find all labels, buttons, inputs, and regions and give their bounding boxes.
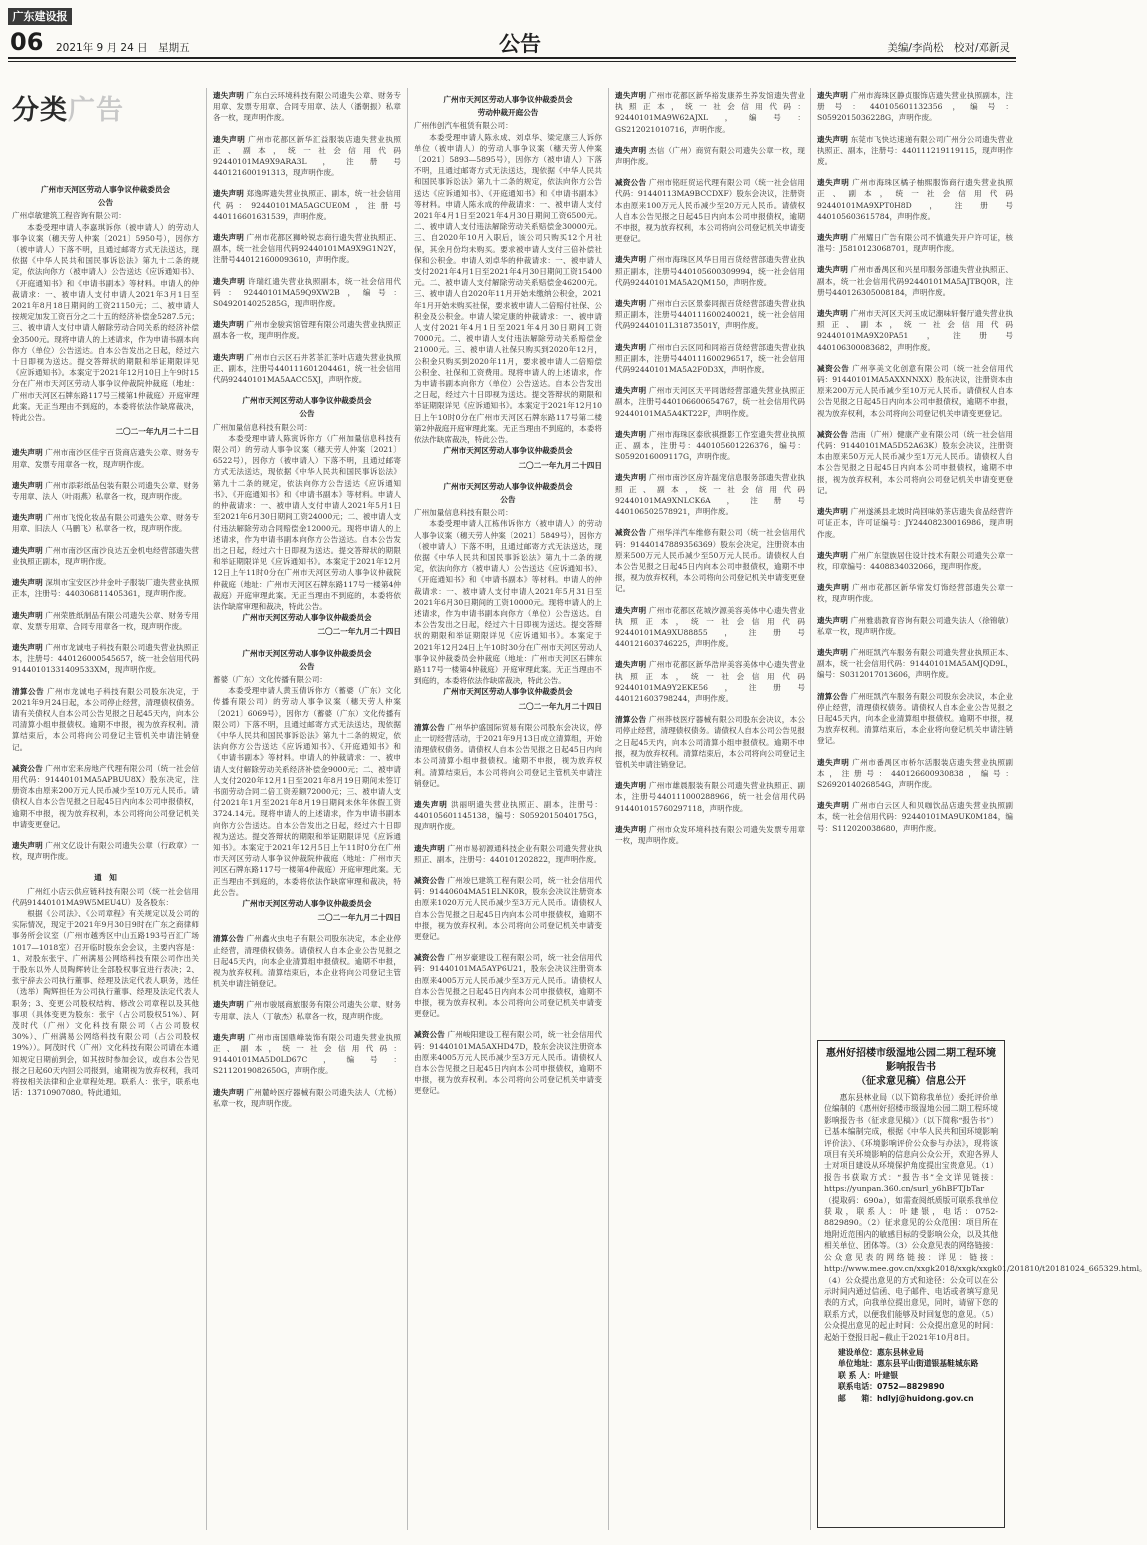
notice-body: 广州广东望族居住设计技术有限公司遗失公章一枚，印章编号：4408834032066，现声明作废。	[817, 550, 1014, 571]
notice-lead: 遗失声明	[12, 642, 43, 652]
notice-item	[817, 177, 1013, 222]
notice-body: 广州竣巳建筑工程有限公司，统一社会信用代码：91440604MA51ELNK0R，股东会决议注册资本由原来1020万元人民币减少至3万元人民币。请债权人自本公告见报之日起45日内向本公司申报债权，逾期不申报，视为放弃权利。本公司将向公司登记机关申请变更登记。	[414, 876, 603, 942]
notice-body: 广州旺凯汽车服务有限公司股东会决议，本企业停止经营，清理债权债务。请债权人自本企业公告见报之日起45天内，向本企业清算组申报债权。逾期不申报，视为放弃权利。清算结束后，本企业将向登记机关申请注销登记。	[817, 691, 1014, 746]
article-addressee: 广州加量信息科技有限公司：	[213, 422, 312, 432]
article-subtitle: 劳动仲裁开庭公告	[477, 108, 539, 118]
header-rule-thin	[8, 61, 1016, 62]
notice-item	[615, 342, 805, 376]
notice-body: 广州市龙诚电子科技有限公司股东决定，于2021年9月24日起，本公司停止经营，清理债权债务。请有关债权人自本公司公告见报之日起45天内，向本公司清算小组申报债权。逾期不申报，视为放弃权利。清算结束后，本公司将向公司登记主管机关申请注销登记。	[12, 686, 200, 752]
notice-body: 广州遂溪县北坡时尚回味奶茶店遗失食品经营许可证正本，许可证编号：JY24408230016986，现声明作废。	[817, 507, 1014, 539]
masthead	[0, 0, 1024, 64]
notice-lead: 遗失声明	[817, 91, 848, 100]
article-title: 广州市天河区劳动人事争议仲裁委员会	[443, 95, 573, 104]
notice-body: 广州市添彩纸品包装有限公司遗失公章、财务专用章、法人（叶雨燕）私章各一枚，现声明作废。	[12, 480, 199, 502]
notice-lead: 遗失声明	[414, 799, 448, 809]
notice-body: 深圳市宝安区沙井金叶子服装厂遗失营业执照正本，注册号：440306811405361，现声明作废。	[12, 578, 199, 599]
eia-notice-box	[817, 1040, 1147, 1528]
notice-item	[213, 933, 401, 989]
notice-item	[213, 90, 401, 124]
eia-contact-email: 邮 箱：hdlyj@huidong.gov.cn	[838, 1393, 974, 1403]
notice-body: 广州市天河区天河玉成记潮味轩餐厅遗失营业执照正、副本，统一社会信用代码92440101MA9X20PA51，注册号440106300083682，声明作废。	[817, 309, 1014, 352]
eia-contact-person: 联 系 人：叶建银	[838, 1370, 899, 1380]
notice-item	[615, 90, 805, 135]
notice-lead: 遗失声明	[817, 801, 850, 811]
notice-lead: 遗失声明	[817, 757, 850, 767]
notice-item	[213, 352, 401, 386]
notice-body: 广州荣胜纸制品有限公司遗失公章、财务专用章、发票专用章、合同专用章各一枚，现声明作废。	[12, 610, 199, 631]
notice-body: 广州市海珠区风华日用百货经营部遗失营业执照正副本，注册号440105600309994，统一社会信用代码92440101MA5A2QM150，声明作废。	[615, 255, 805, 287]
page-number: 06	[10, 28, 44, 56]
notice-item	[817, 506, 1013, 540]
notice-body: 广州市白云区同和同裕百货经营部遗失营业执照正副本，注册号440111600296517，统一社会信用代码92440101MA5A2F0D3X，声明作废。	[615, 342, 805, 375]
notice-body: 广州市南沙区南沙良达五金机电经营部遗失营业执照正副本，现声明作废。	[12, 545, 199, 566]
article-subtitle: 公告	[97, 198, 114, 208]
banner-light-text: 广告	[68, 95, 124, 126]
notice-title: 通 知	[94, 873, 117, 883]
article-org: 广州市天河区劳动人事争议仲裁委员会	[443, 446, 573, 456]
notice-lead: 遗失声明	[817, 233, 848, 243]
notice-item	[817, 363, 1013, 419]
notice-body: 广州市南国鼎峰装饰有限公司遗失营业执照正、副本，统一社会信用代码：91440101MA5D0LD67C，编号：S2112019082650G，声明作废。	[213, 1032, 401, 1076]
notice-lead: 减资公告	[615, 528, 647, 538]
notice-body: 广州市花都区新华常发灯饰经营部遗失公章一枚，现声明作废。	[817, 583, 1013, 604]
notice-lead: 遗失声明	[12, 480, 43, 490]
section-title: 公告	[499, 32, 541, 56]
notice-item	[213, 319, 401, 341]
notice-item	[414, 1029, 602, 1096]
article-date: 二〇二一年九月二十四日	[317, 627, 401, 637]
notice-lead: 遗失声明	[213, 1032, 246, 1042]
column-divider	[608, 88, 609, 1530]
notice-item	[817, 582, 1013, 604]
notice-lead: 遗失声明	[817, 550, 848, 560]
notice-lead: 遗失声明	[615, 660, 647, 670]
notice-item	[12, 840, 199, 862]
notice-lead: 遗失声明	[213, 1087, 244, 1097]
notice-body: 广州市花都区新华汇益服装店遗失营业执照正、副本，统一社会信用代码92440101MA9X9ARA3L，注册号440121600191313，现声明作废。	[213, 134, 401, 178]
notice-body: 广州市众发环境科技有限公司遗失发票专用章一枚，现声明作废。	[615, 824, 805, 845]
column-2	[213, 90, 401, 1530]
notice-body: 广州市番禺区和兴星印服务部遗失营业执照正、副本，统一社会信用代码92440101MA5AJTBQ0R，注册号440126305008184，声明作废。	[817, 265, 1014, 297]
notice-item	[414, 799, 602, 833]
newspaper-brand: 广东建设报	[8, 8, 72, 25]
article-paragraph: 本委受理申请人李嘉琪诉你（被申请人）的劳动人事争议案（穗天劳人仲案〔2021〕5950号），因你方（被申请人）下落不明，且通过邮寄方式无法送达，现依据《中华人民共和国民事诉讼法》第九十二条的规定，依法向你方（被申请人）公告送达《应诉通知书》、《开庭通知书》和《申请书副本》等材料。申请人的仲裁请求：一、被申请人支付申请人2021年3月1日至2021年8月18日期间的工资21150元；二、被申请人按规定加发工资百分之二十五的经济补偿金5287.5元；三、被申请人支付申请人解除劳动合同关系的经济补偿金3500元。现将申请人的上述请求，作为申请书副本向你方（单位）公告送达。自本公告发出之日起，经过六十日即视为送达。提交答辩状的期限和举证期限详见《应诉通知书》。本案定于2021年12月10日上午9时15分在广州市天河区劳动人事争议仲裁院仲裁庭（地址：广州市天河区石牌东路117号三楼第1仲裁庭）开庭审理此案。无正当理由不到庭的，本委将依法作缺席裁决，特此公告。	[12, 222, 199, 423]
notice-body: 杰信（广州）商贸有限公司遗失公章一枚，现声明作废。	[615, 145, 805, 167]
notice-item	[12, 480, 199, 502]
notice-lead: 遗失声明	[12, 448, 43, 458]
notice-lead: 清算公告	[12, 686, 45, 696]
notice-body: 广州市花都区狮岭锐志商行遗失营业执照正、副本，统一社会信用代码92440101MA9X9G1N2Y，注册号440121600093610，声明作废。	[213, 233, 402, 265]
notice-item	[213, 232, 401, 266]
notice-lead: 减资公告	[817, 429, 848, 439]
notice-body: 广州市龙诚电子科技有限公司遗失营业执照正本，注册号：440126000545657，统一社会信用代码91440101331409533XM，现声明作废。	[12, 642, 199, 675]
notice-item	[414, 952, 602, 1019]
article-org: 广州市天河区劳动人事争议仲裁委员会	[242, 613, 372, 623]
column-divider	[407, 88, 408, 1530]
notice-body: 广州市宏来房地产代理有限公司（统一社会信用代码：91440101MA5APBUU8X）股东决定，注册资本由原来200万元人民币减少至10万元人民币。请债权人自本公告见报之日起45日内向本公司申报债权，逾期不申报，视为放弃权利，本公司将向公司登记机关申请变更登记。	[12, 763, 199, 829]
article-title: 广州市天河区劳动人事争议仲裁委员会	[40, 185, 171, 194]
notice-item	[12, 577, 199, 599]
notice-lead: 减资公告	[817, 363, 850, 373]
eia-title: 惠州好招楼市级湿地公园二期工程环境影响报告书	[826, 1048, 996, 1073]
notice-body: 东莞市飞快达速递有限公司广州分公司遗失营业执照正、副本，注册号：440111219119115，现声明作废。	[817, 134, 1014, 167]
notice-body: 广州莽枝医疗器械有限公司股东会决议，本公司停止经营，清理债权债务。请债权人自本公司公告见报之日起45天内，向本公司清算小组申报债权。逾期不申报，视为放弃权利。清算结束后，本公司将向公司登记主管机关申请注销登记。	[615, 715, 805, 769]
notice-lead: 遗失声明	[12, 840, 43, 850]
notice-body: 广州市南沙区佳宇百货商店遗失公章、财务专用章、发票专用章各一枚，现声明作废。	[12, 448, 199, 469]
notice-item	[817, 647, 1013, 681]
notice-body: 广州市铭旺贸运代理有限公司（统一社会信用代码：91440113MA9BCCDXF）股东会决议，注册资本由原来100万元人民币减少至20万元人民币。请债权人自本公告见报之日起45日内向本公司申报债权，逾期不申报，视为放弃权利，本公司将向公司登记机关申请变更登记。	[615, 178, 805, 244]
notice-lead: 遗失声明	[615, 342, 647, 352]
notice-body: 广州市花都区新华裕发康养生养发馆遗失营业执照正本，统一社会信用代码：92440101MA9W62AJXL，编号：GS212021010716，声明作废。	[615, 91, 805, 134]
notice-item	[817, 232, 1013, 254]
eia-subtitle: （征求意见稿）信息公开	[856, 1076, 966, 1087]
notice-body: 广州市花都区花城汐源美容美体中心遗失营业执照正本，统一社会信用代码92440101MA9XU88855，注册号440121603746225，声明作废。	[615, 605, 805, 649]
notice-item	[615, 145, 805, 167]
notice-item	[414, 875, 602, 942]
notice-body: 广州市白云区石井茗茶汇茶叶店遗失营业执照正、副本，注册号440111601204461，统一社会信用代码92440101MA5AACC5XJ，声明作废。	[213, 352, 402, 385]
notice-body: 广州市海珠区橘子柚熙服饰商行遗失营业执照正、副本，统一社会信用代码92440101MA9XPT0H8D，注册号440105603615784，声明作废。	[817, 178, 1013, 221]
article-subtitle: 公告	[299, 661, 315, 671]
notice-lead: 遗失声明	[12, 545, 43, 555]
notice-lead: 遗失声明	[414, 843, 445, 853]
notice-body: 广州市白云区人和贝咖饮品店遗失营业执照副本，统一社会信用代码：92440101MA9UK0M184，编号：S112020038680，声明作废。	[817, 801, 1013, 833]
notice-lead: 遗失声明	[817, 178, 850, 188]
notice-lead: 遗失声明	[213, 91, 244, 100]
notice-lead: 遗失声明	[615, 605, 647, 615]
notice-body: 广州峻阳建设工程有限公司，统一社会信用代码：91440101MA5AXHD47D，股东会决议注册资本由原来4005万元人民币减少至3万元人民币。请债权人自本公告见报之日起45日内向本公司申报债权，逾期不申报，视为放弃权利。本公司将向公司登记机关申请变更登记。	[414, 1030, 603, 1096]
notice-item	[615, 824, 805, 846]
article-org: 广州市天河区劳动人事争议仲裁委员会	[242, 899, 372, 908]
notice-item	[615, 605, 805, 650]
header-rule-thick	[8, 57, 1016, 59]
notice-item	[817, 615, 1013, 637]
notice-body: 广州鑫火虫电子有限公司股东决定，本企业停止经营，清理债权债务。请债权人自本企业公告见报之日起45天内，向本企业清算组申报债权。逾期不申报，视为放弃权利。清算结束后，本企业将向公司登记主管机关申请注销登记。	[213, 934, 402, 989]
notice-lead: 遗失声明	[213, 276, 246, 286]
editor-credits: 美编/李尚松 校对/邓新灵	[887, 42, 1010, 54]
classified-ads-banner	[12, 88, 124, 127]
column-1	[12, 180, 199, 1530]
notice-body: 广州市南沙区房许磊宠信息服务部遗失营业执照正、副本，统一社会信用代码92440101MA9XNLCK6A，注册号440106502578921，声明作废。	[615, 473, 805, 517]
notice-item	[12, 610, 199, 632]
notice-item	[817, 90, 1013, 124]
notice-lead: 遗失声明	[213, 134, 246, 144]
notice-lead: 清算公告	[615, 715, 647, 725]
article-date: 二〇二一年九月二十四日	[317, 913, 401, 923]
notice-lead: 遗失声明	[817, 647, 848, 657]
notice-item	[615, 472, 805, 517]
article-title: 广州市天河区劳动人事争议仲裁委员会	[443, 481, 573, 491]
notice-item	[615, 659, 805, 704]
notice-item	[213, 999, 401, 1021]
notice-lead: 遗失声明	[817, 583, 850, 593]
notice-item	[817, 800, 1013, 834]
notice-lead: 遗失声明	[213, 1000, 244, 1010]
notice-lead: 减资公告	[414, 953, 445, 963]
notice-lead: 遗失声明	[817, 309, 848, 319]
notice-item	[817, 691, 1013, 747]
column-4	[615, 90, 805, 1530]
notice-body: 广州文亿设计有限公司遗失公章（行政章）一枚，现声明作废。	[12, 840, 199, 862]
notice-body: 广州市骏展商旅服务有限公司遗失公章、财务专用章、法人（丁敏杰）私章各一枚，现声明作废。	[213, 1000, 402, 1021]
notice-lead: 遗失声明	[615, 473, 647, 483]
column-divider	[810, 88, 811, 1530]
article-org: 广州市天河区劳动人事争议仲裁委员会	[443, 687, 573, 697]
notice-item	[12, 512, 199, 534]
notice-item	[414, 843, 602, 865]
column-divider	[206, 88, 207, 1530]
article-paragraph: 本委受理申请人黄玉倩诉你方（蓄婆（广东）文化传播有限公司）的劳动人事争议案（穗天劳人仲案〔2021〕6069号），因你方（蓄婆（广东）文化传播有限公司）下落不明，且通过邮寄方式无法送达，现依据《中华人民共和国民事诉讼法》第九十二条的规定，依法向你方公告送达《应诉通知书》、《开庭通知书》和《申请书副本》等材料。申请人的仲裁请求：一、被申请人支付解除劳动关系经济补偿金9000元；二、被申请人支付2020年12月1日至2021年8月19日期间未签订书面劳动合同二倍工资差额72000元；三、被申请人支付2021年1月至2021年8月19日期间未休年休假工资3724.14元。现将申请人的上述请求，作为申请书副本向你方公告送达。自本公告发出之日起，经过六十日即视为送达。提交答辩状的期限和举证期限详见《应诉通知书》。本案定于2021年12月5日上午11时0分在广州市天河区劳动人事争议仲裁院仲裁庭（地址：广州市天河区石牌东路117号一楼第4仲裁庭）开庭审理此案。无正当理由不到庭的，本委将依法作缺席审理和裁决，特此公告。	[213, 686, 401, 897]
notice-body: 广州享美文化创意有限公司（统一社会信用代码：91440101MA5AXXNNXX）股东决议，注册资本由原来200万元人民币减少至10万元人民币。请债权人自本公告见报之日起45日内向本公司申报债权，逾期不申报，视为放弃权利，本公司将向公司登记机关申请变更登记。	[817, 363, 1013, 418]
notice-lead: 遗失声明	[213, 233, 244, 243]
article-title: 广州市天河区劳动人事争议仲裁委员会	[242, 648, 372, 658]
notice-lead: 遗失声明	[817, 265, 848, 275]
eia-contact-unit: 建设单位：惠东县林业局	[838, 1347, 924, 1357]
notice-item	[817, 757, 1013, 791]
article-addressee: 广州伟创汽车租赁有限公司：	[414, 121, 513, 131]
notice-body: 广州市海珠区泰欣祺摄影工作室遗失营业执照正、副本，注册号：440105601226376，编号：S0592016009117G，声明作废。	[615, 429, 805, 462]
notice-body: 广州市海珠区静贞服饰店遗失营业执照副本，注册号：440105601132356，编号：S0592015036228G，声明作废。	[817, 91, 1014, 123]
article-subtitle: 公告	[299, 409, 315, 419]
eia-paragraph: 惠东县林业局（以下简称我单位）委托评价单位编制的《惠州好招楼市级湿地公园二期工程环境影响报告书（征求意见稿）》（以下简称“报告书”）已基本编制完成，根据《中华人民共和国环境影响评价法》、《环境影响评价公众参与办法》，现将该项目有关环境影响的信息向公众公开，欢迎各界人士对项目建设从环境保护角度提出宝贵意见。（1）报告书获取方式：“报告书”全文详见链接：https://yunpan.360.cn/surl_y6hBFTJbTar（提取码：690a），如需查阅纸质版可联系我单位获取，联系人：叶建银，电话：0752-8829890。（2）征求意见的公众范围：项目所在地附近范围内的敏感目标的受影响公众，以及其他相关单位、团体等。（3）公众意见表的网络链接：公众意见表的网络链接：详见：链接：http://www.mee.gov.cn/xxgk2018/xxgk/xxgk01/201810/t20181024_665329.html。（4）公众提出意见的方式和途径：公众可以在公示时间内通过信函、电子邮件、电话或者填写意见表的方式，向我单位提出意见，同时，请留下您的联系方式，以便我们能够及时回复您的意见。（5）公众提出意见的起止时间：公众提出意见的时间：起始于登报日起~截止于2021年10月8日。	[824, 1093, 1147, 1342]
article-date: 二〇二一年九月二十四日	[518, 701, 602, 711]
banner-bold-text: 分类	[12, 95, 68, 126]
issue-date: 2021年 9 月 24 日 星期五	[56, 42, 190, 54]
notice-item	[213, 188, 401, 222]
article-title: 广州市天河区劳动人事争议仲裁委员会	[242, 396, 372, 406]
notice-body: 广州市易初源通科技企业有限公司遗失营业执照正、副本，注册号：440101202822，现声明作废。	[414, 843, 603, 864]
notice-body: 广州市天河区天平同谐经营部遗失营业执照正副本，注册号440106600654767，统一社会信用代码92440101MA5A4KT22F，声明作废。	[615, 386, 805, 418]
notice-lead: 遗失声明	[615, 299, 647, 309]
notice-item	[414, 722, 602, 789]
notice-item	[213, 134, 401, 179]
notice-lead: 清算公告	[817, 691, 848, 701]
notice-item	[615, 714, 805, 770]
notice-item	[817, 264, 1013, 298]
column-5	[817, 90, 1013, 1030]
notice-item	[817, 308, 1013, 353]
notice-lead: 遗失声明	[615, 429, 647, 439]
notice-lead: 遗失声明	[615, 91, 647, 100]
notice-body: 浩南（广州）健康产业有限公司（统一社会信用代码：91440101MA5D52A63K）股东会决议，注册资本由原来50万元人民币减少至1万元人民币。请债权人自本公告见报之日起45日内向本公司申报债权，逾期不申报，视为放弃权利，本公司将向公司登记机关申请变更登记。	[817, 429, 1014, 495]
notice-lead: 减资公告	[414, 876, 445, 885]
notice-body: 广州市雄晨服装有限公司遗失营业执照正、副本，注册号440111000288966，统一社会信用代码914401015760297118，声明作废。	[615, 781, 805, 813]
notice-item	[817, 134, 1013, 168]
notice-item	[615, 780, 805, 814]
article-date: 二〇二一年九月二十四日	[518, 460, 602, 470]
notice-lead: 遗失声明	[12, 610, 43, 620]
notice-item	[12, 642, 199, 676]
notice-lead: 遗失声明	[615, 781, 647, 791]
notice-item	[12, 447, 199, 469]
notice-item	[615, 298, 805, 332]
notice-body: 广州岁豪建设工程有限公司，统一社会信用代码：91440101MA5AYP6U21，股东会决议注册资本由原来4005万元人民币减少至3万元人民币。请债权人自本公告见报之日起45日内向本公司申报债权，逾期不申报，视为放弃权利。本公司将向公司登记机关申请变更登记。	[414, 953, 603, 1019]
notice-lead: 清算公告	[213, 934, 244, 944]
notice-body: 广州市花都区新华浩岸美容美体中心遗失营业执照正本，统一社会信用代码92440101MA9Y2EKE56，注册号440121603798244，声明作废。	[615, 660, 805, 703]
notice-lead: 遗失声明	[213, 320, 244, 330]
notice-lead: 遗失声明	[12, 513, 43, 523]
notice-item	[12, 545, 199, 567]
eia-contact-address: 单位地址：惠东县平山街道银基鞋城东路	[838, 1359, 979, 1369]
article-paragraph: 根据《公司法》、《公司章程》有关规定以及公司的实际情况，现定于2021年9月30日9时在广东之商律师事务所会议室（广州市越秀区中山五路193号百汇广场1017—1018室）召开临时股东会会议，主要内容是：1、对股东张宇、广州满易公网络科技有限公司作出关于股东以外人员陶辉转让全部股权事宜进行表决；2、张宇辞去公司执行董事、经理及法定代表人职务，选任（选举）陶辉担任为公司执行董事、经理及法定代表人职务；3、变更公司股权结构、修改公司章程以及其他事项（具体变更为股东：张宇（占公司股权51%）、阿茂时代（广州）文化科技有限公司（占公司股权30%）、广州满易公网络科技有限公司（占公司股权19%））。阿茂时代（广州）文化科技有限公司请在本通知规定日期前到会，如其按时参加会议，或自本公告见报之日起60天内回公司报到，逾期视为放弃权利，我司将按相关法律和企业章程处理。联系人：张宇，联系电话：13710907080。特此通知。	[12, 908, 199, 1098]
notice-body: 郑逸晖遗失营业执照正、副本，统一社会信用代码：92440101MA5AGCUE0M，注册号440116601631539，声明作废。	[213, 189, 402, 221]
notice-body: 广州市飞悦化妆品有限公司遗失公章、财务专用章、旧法人（马鹏飞）私章各一枚，现声明作废。	[12, 513, 199, 534]
notice-item	[817, 550, 1013, 572]
notice-item	[615, 385, 805, 419]
notice-item	[615, 527, 805, 594]
notice-body: 广州雅翡教育咨询有限公司遗失法人（徐锦敏）私章一枚，现声明作废。	[817, 615, 1014, 636]
notice-body: 广州旺凯汽车服务有限公司遗失营业执照正本、副本，统一社会信用代码：91440101MA5AMJQD9L，编号：S0312017013606，声明作废。	[817, 647, 1014, 680]
article-addressee: 蓄婆（广东）文化传播有限公司：	[213, 674, 327, 684]
notice-body: 广州麓岭医疗器械有限公司遗失法人（尤杨）私章一枚，现声明作废。	[213, 1087, 402, 1108]
notice-item	[615, 177, 805, 244]
eia-contact-phone: 联系电话：0752—8829890	[838, 1382, 945, 1392]
notice-lead: 减资公告	[615, 178, 647, 188]
notice-body: 许瑞红遗失营业执照副本，统一社会信用代码：92440101MA59Q9XW2B，编号：S0492014025285G，现声明作废。	[213, 276, 401, 309]
article-paragraph: 本委受理申请人江栋伟诉你方（被申请人）的劳动人事争议案（穗天劳人仲案〔2021〕5849号），因你方（被申请人）下落不明，且通过邮寄方式无法送达，现依据《中华人民共和国民事诉讼法》第九十二条的规定，依法向你方（被申请人）公告送达《应诉通知书》、《开庭通知书》和《申请书副本》等材料。申请人的仲裁请求：一、被申请人支付申请人2021年5月31日至2021年6月30日期间的工资10000元。现将申请人的上述请求，作为申请书副本向你方（单位）公告送达。自本公告发出之日起，经过六十日即视为送达。提交答辩状的期限和举证期限详见《应诉通知书》。本案定于2021年12月24日上午10时30分在广州市天河区劳动人事争议仲裁委员会仲裁庭（地址：广州市天河区石牌东路117号一楼第4仲裁庭）开庭审理此案。无正当理由不到庭的，本委将依法作缺席裁决，特此公告。	[414, 519, 602, 686]
notice-lead: 遗失声明	[213, 352, 244, 362]
article-addressee: 广州卓敏建筑工程咨询有限公司：	[12, 211, 126, 221]
notice-body: 广州市金骏宾馆管理有限公司遗失营业执照正副本各一枚，现声明作废。	[213, 320, 402, 341]
notice-lead: 遗失声明	[817, 507, 848, 517]
notice-item	[213, 1087, 401, 1109]
notice-body: 广州华护盛国际贸易有限公司股东会决议，停止一切经营活动，于2021年9月13日成立清算组，开始清理债权债务。请债权人自本公告见报之日起45日内向本公司清算小组申报债权。逾期不申报，视为放弃权利。清算结束后，本公司将向公司登记主管机关申请注销登记。	[414, 722, 603, 788]
article-paragraph: 广州红小店云供应链科技有限公司（统一社会信用代码91440101MA9W5MEU4U）及各股东：	[12, 886, 199, 907]
notice-item	[12, 763, 199, 830]
article-paragraph: 本委受理申请人陈永成、刘卓华、梁定康三人诉你单位（被申请人）的劳动人事争议案（穗天劳人仲案〔2021〕5893—5895号），因你方（被申请人）下落不明，且通过邮寄方式无法送达，现依据《中华人民共和国民事诉讼法》第九十二条的规定，依法向你方公告送达《应诉通知书》、《开庭通知书》和《申请书副本》等材料。申请人陈永成的仲裁请求：一、被申请人支付2021年4月1日至2021年4月30日期间工资6500元。二、被申请人支付违法解除劳动关系赔偿金30000元。三、自2020年10月入职后，该公司只购买12个月社保，其余月份均未购买。要求被申请人支付三倍补偿社保和公积金。申请人刘卓华的仲裁请求：一、被申请人支付2021年4月1日至2021年4月30日期间工资15400元。二、被申请人支付解除劳动关系赔偿金46200元。三、被申请人自2020年11月开始未缴纳公积金，2021年1月开始未购买社保，要求被申请人二倍赔付社保、公积金及公积金。申请人梁定康的仲裁请求：一、被申请人支付2021年4月1日至2021年4月30日期间工资7000元。二、被申请人支付违法解除劳动关系赔偿金21000元。三、被申请人社保只购买到2020年12月，公积金只购买到2020年11月，要求被申请人二倍赔偿公积金、社保和工资费用。现将申请人的上述请求，作为申请书副本向你方（单位）公告送达。自本公告发出之日起，经过六十日即视为送达。提交答辩状的期限和举证期限详见《应诉通知书》。本案定于2021年12月10日上午10时0分在广州市天河区石牌东路117号第二楼第2仲裁庭开庭审理此案。无正当理由不到庭的，本委将依法作缺席裁决，特此公告。	[414, 132, 602, 445]
notice-body: 广东白云环境科技有限公司遗失公章、财务专用章、发票专用章、合同专用章、法人（潘朝振）私章各一枚，现声明作废。	[213, 91, 402, 123]
notice-lead: 减资公告	[12, 763, 43, 773]
notice-lead: 遗失声明	[615, 386, 647, 396]
eia-contact-block	[824, 1347, 998, 1404]
notice-item	[615, 429, 805, 463]
notice-lead: 清算公告	[414, 722, 445, 732]
notice-body: 广州市白云区景泰同振百货经营部遗失营业执照正副本，注册号440111600240021，统一社会信用代码92440101L31873501Y，声明作废。	[615, 299, 805, 331]
notice-item	[12, 686, 199, 753]
notice-lead: 遗失声明	[615, 255, 647, 265]
notice-item	[817, 429, 1013, 496]
notice-lead: 遗失声明	[615, 145, 647, 155]
notice-item	[213, 276, 401, 310]
notice-body: 广州耀日广告有限公司不慎遗失开户许可证，核准号：J5810123068701，现声明作废。	[817, 233, 1014, 254]
notice-lead: 减资公告	[414, 1030, 445, 1040]
article-subtitle: 公告	[500, 494, 516, 504]
notice-lead: 遗失声明	[615, 824, 647, 834]
article-date: 二〇二一年九月二十二日	[115, 427, 199, 437]
notice-lead: 遗失声明	[213, 189, 244, 199]
notice-item	[213, 1032, 401, 1077]
column-3	[414, 90, 602, 1530]
article-paragraph: 本委受理申请人陈寅诉你方（广州加量信息科技有限公司）的劳动人事争议案（穗天劳人仲案〔2021〕6522号），因你方（被申请人）下落不明，且通过邮寄方式无法送达，现依据《中华人民共和国民事诉讼法》第九十二条的规定，依法向你方公告送达《应诉通知书》、《开庭通知书》和《申请书副本》等材料。申请人的仲裁请求：一、被申请人支付申请人2021年5月1日至2021年6月30日期间工资24000元；二、被申请人支付违法解除劳动合同赔偿金12000元。现将申请人的上述请求，作为申请书副本向你方公告送达。自本公告发出之日起，经过六十日即视为送达。提交答辩状的期限和举证期限详见《应诉通知书》。本案定于2021年12月12日上午11时0分在广州市天河区劳动人事争议仲裁院仲裁庭（地址：广州市天河区石牌东路117号一楼第4仲裁庭）开庭审理此案。无正当理由不到庭的，本委将依法作缺席审理和裁决，特此公告。	[213, 433, 401, 611]
article-addressee: 广州加量信息科技有限公司：	[414, 508, 513, 518]
notice-lead: 遗失声明	[12, 578, 43, 588]
notice-lead: 遗失声明	[817, 615, 848, 625]
notice-body: 广州华洋汽车维修有限公司（统一社会信用代码：91440147889356369）股东会决定，注册资本由原来500万元人民币减少至50万元人民币。请债权人自本公告见报之日起45日内向本公司申报债权，逾期不申报，视为放弃权利，本公司将向公司登记机关申请变更登记。	[615, 528, 805, 594]
notice-item	[615, 254, 805, 288]
notice-body: 洪丽明遗失营业执照正、副本，注册号：440105601145138，编号：S0592015040175G，现声明作废。	[414, 799, 603, 832]
notice-lead: 遗失声明	[817, 134, 848, 144]
notice-body: 广州市番禺区市桥尔活服装店遗失营业执照副本，注册号：440126600930838，编号：S2692014026854G，声明作废。	[817, 757, 1013, 789]
